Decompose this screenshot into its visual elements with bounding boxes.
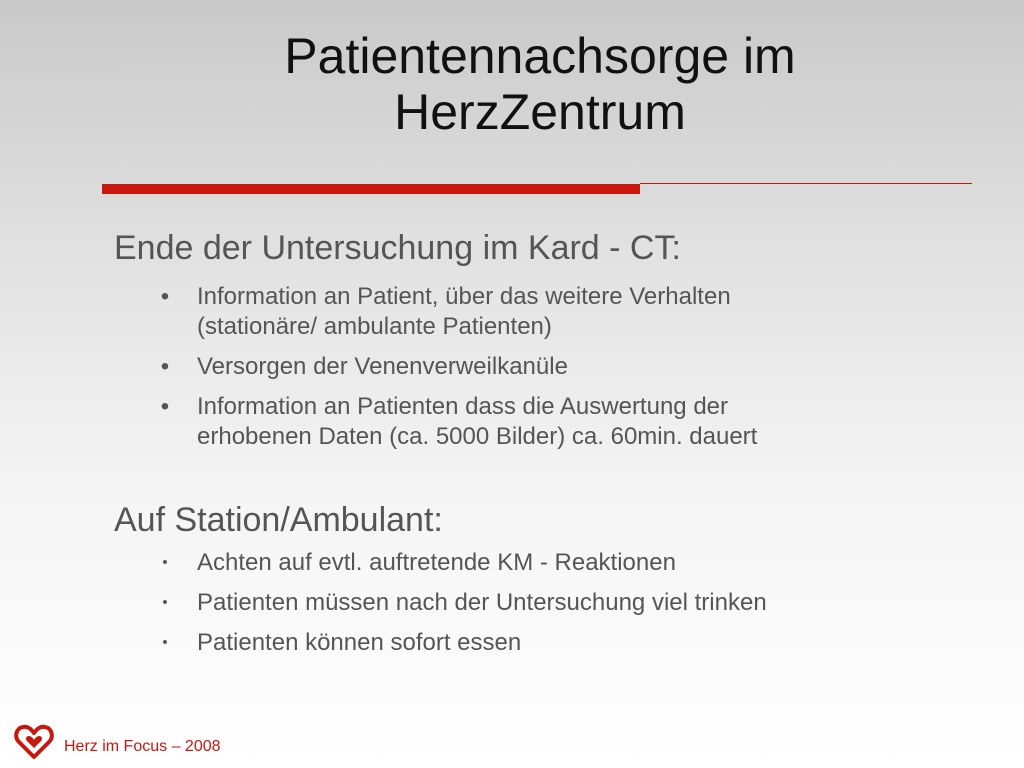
- list-item: [155, 282, 757, 342]
- title-divider-thick: [102, 184, 640, 194]
- title-divider-thin: [640, 183, 972, 184]
- section-heading-kard-ct: Ende der Untersuchung im Kard - CT:: [114, 229, 681, 267]
- heart-logo-icon: [14, 724, 54, 760]
- list-item-line: Achten auf evtl. auftretende KM - Reaktionen: [197, 549, 676, 576]
- slide-title: [170, 28, 910, 140]
- title-line-2: HerzZentrum: [394, 84, 686, 140]
- list-item: [155, 548, 767, 578]
- footer-text: Herz im Focus – 2008: [64, 738, 221, 755]
- list-item-line: Versorgen der Venenverweilkanüle: [197, 353, 568, 380]
- list-item: [155, 628, 767, 658]
- bullet-list-station: [155, 548, 767, 668]
- section-heading-station: Auf Station/Ambulant:: [114, 501, 443, 539]
- title-line-1: Patientennachsorge im: [284, 28, 796, 84]
- list-item-line: (stationäre/ ambulante Patienten): [197, 313, 552, 340]
- bullet-icon: •: [162, 554, 168, 571]
- list-item: [155, 352, 757, 382]
- bullet-icon: •: [160, 393, 170, 420]
- bullet-icon: •: [160, 283, 170, 310]
- list-item-line: erhobenen Daten (ca. 5000 Bilder) ca. 60min. dauert: [197, 423, 758, 450]
- bullet-list-kard-ct: [155, 282, 757, 462]
- list-item-line: Information an Patienten dass die Auswertung der: [197, 393, 728, 420]
- list-item-line: Patienten müssen nach der Untersuchung viel trinken: [197, 589, 767, 616]
- list-item-line: Patienten können sofort essen: [197, 629, 522, 656]
- bullet-icon: •: [162, 634, 168, 651]
- list-item: [155, 588, 767, 618]
- bullet-icon: •: [162, 594, 168, 611]
- bullet-icon: •: [160, 353, 170, 380]
- list-item: [155, 392, 757, 452]
- list-item-line: Information an Patient, über das weitere Verhalten: [197, 283, 731, 310]
